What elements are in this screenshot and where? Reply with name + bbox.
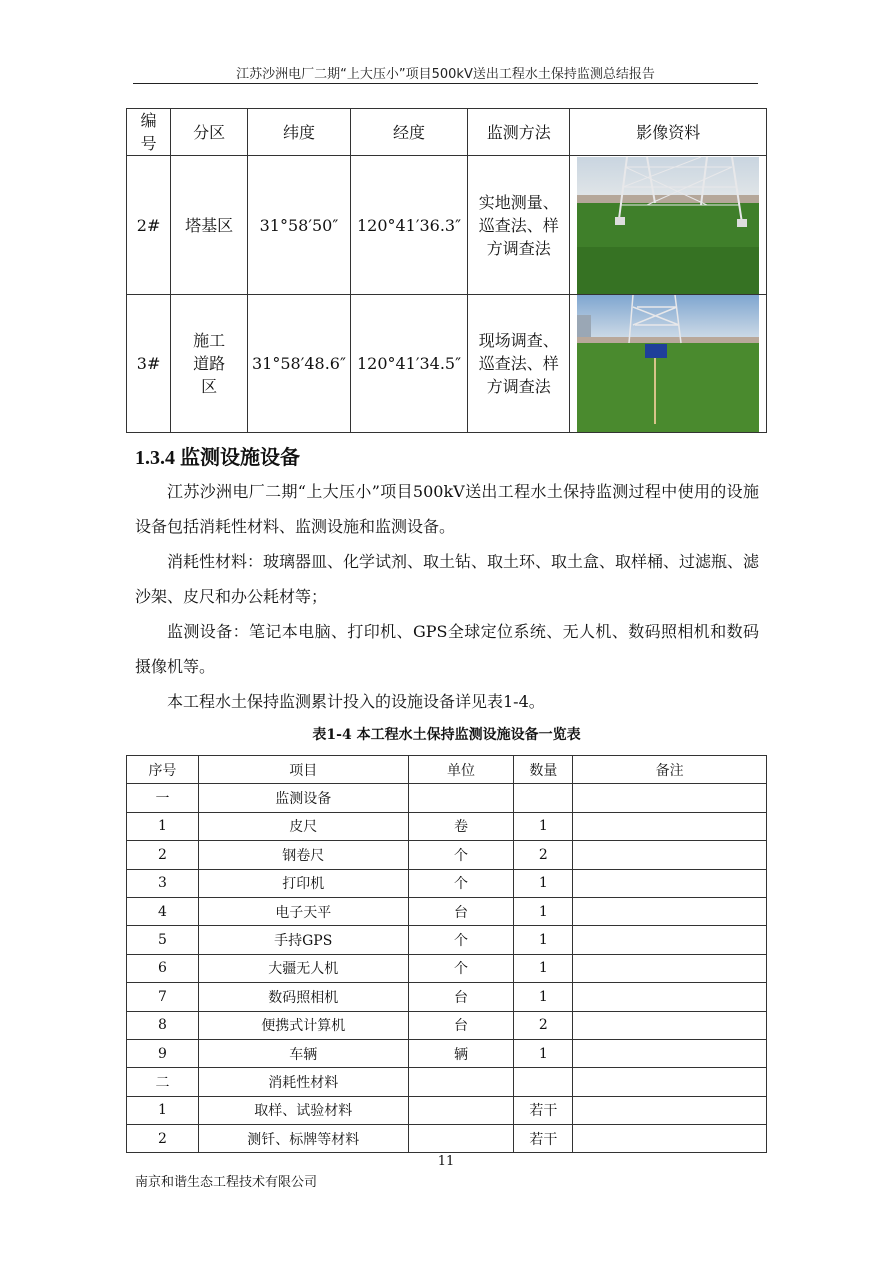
site-zone: 施工道路区 bbox=[171, 295, 248, 433]
remark bbox=[573, 869, 767, 897]
item-name: 数码照相机 bbox=[198, 983, 408, 1011]
site-photo-road-sign bbox=[577, 295, 759, 432]
site-longitude: 120°41′36.3″ bbox=[350, 156, 467, 295]
unit: 台 bbox=[408, 1011, 514, 1039]
quantity: 1 bbox=[514, 954, 573, 982]
item-name: 消耗性材料 bbox=[198, 1068, 408, 1096]
row-number: 3 bbox=[127, 869, 199, 897]
col-header: 监测方法 bbox=[468, 109, 570, 156]
row-number: 1 bbox=[127, 1096, 199, 1124]
table-row bbox=[127, 869, 767, 897]
remark bbox=[573, 784, 767, 812]
row-number: 1 bbox=[127, 812, 199, 840]
site-id: 3# bbox=[127, 295, 171, 433]
paragraph: 监测设备：笔记本电脑、打印机、GPS全球定位系统、无人机、数码照相机和数码摄像机等。 bbox=[135, 622, 759, 676]
col-header: 分区 bbox=[171, 109, 248, 156]
col-header: 纬度 bbox=[248, 109, 351, 156]
paragraph: 消耗性材料：玻璃器皿、化学试剂、取土钻、取土环、取土盒、取样桶、过滤瓶、滤沙架、皮尺和办公耗材等； bbox=[135, 552, 760, 606]
item-name: 监测设备 bbox=[198, 784, 408, 812]
remark bbox=[573, 1039, 767, 1067]
table-row bbox=[127, 983, 767, 1011]
unit bbox=[408, 1096, 514, 1124]
row-number: 4 bbox=[127, 897, 199, 925]
table-row bbox=[127, 812, 767, 840]
footer-company: 南京和谐生态工程技术有限公司 bbox=[135, 1175, 318, 1190]
quantity: 2 bbox=[514, 1011, 573, 1039]
site-photo-cell bbox=[570, 156, 767, 295]
remark bbox=[573, 1068, 767, 1096]
item-name: 便携式计算机 bbox=[198, 1011, 408, 1039]
quantity: 1 bbox=[514, 812, 573, 840]
table-row bbox=[127, 926, 767, 954]
site-photo-cell bbox=[570, 295, 767, 433]
section-heading: 1.3.4 监测设施设备 bbox=[135, 447, 300, 469]
unit: 台 bbox=[408, 983, 514, 1011]
col-header: 单位 bbox=[408, 756, 514, 784]
remark bbox=[573, 954, 767, 982]
unit: 个 bbox=[408, 926, 514, 954]
item-name: 大疆无人机 bbox=[198, 954, 408, 982]
item-name: 测钎、标牌等材料 bbox=[198, 1125, 408, 1153]
table-row bbox=[127, 1011, 767, 1039]
row-number: 5 bbox=[127, 926, 199, 954]
table-row bbox=[127, 156, 767, 295]
site-photo-tower-base bbox=[577, 157, 759, 294]
remark bbox=[573, 1011, 767, 1039]
table-row bbox=[127, 897, 767, 925]
table-row bbox=[127, 1039, 767, 1067]
col-header: 序号 bbox=[127, 756, 199, 784]
quantity: 若干 bbox=[514, 1096, 573, 1124]
unit: 个 bbox=[408, 869, 514, 897]
remark bbox=[573, 812, 767, 840]
col-header: 项目 bbox=[198, 756, 408, 784]
item-name: 手持GPS bbox=[198, 926, 408, 954]
unit bbox=[408, 1125, 514, 1153]
unit: 个 bbox=[408, 954, 514, 982]
item-name: 电子天平 bbox=[198, 897, 408, 925]
unit bbox=[408, 784, 514, 812]
remark bbox=[573, 841, 767, 869]
row-number: 8 bbox=[127, 1011, 199, 1039]
paragraph: 江苏沙洲电厂二期“上大压小”项目500kV送出工程水土保持监测过程中使用的设施设备包括消耗性材料、监测设施和监测设备。 bbox=[135, 482, 759, 536]
remark bbox=[573, 926, 767, 954]
unit: 辆 bbox=[408, 1039, 514, 1067]
remark bbox=[573, 1096, 767, 1124]
running-header: 江苏沙洲电厂二期“上大压小”项目500kV送出工程水土保持监测总结报告 bbox=[236, 67, 655, 82]
table-caption: 表1-4 本工程水土保持监测设施设备一览表 bbox=[312, 727, 581, 743]
unit: 个 bbox=[408, 841, 514, 869]
quantity bbox=[514, 1068, 573, 1096]
unit: 卷 bbox=[408, 812, 514, 840]
col-header: 影像资料 bbox=[570, 109, 767, 156]
table-row bbox=[127, 841, 767, 869]
site-latitude: 31°58′48.6″ bbox=[248, 295, 351, 433]
site-longitude: 120°41′34.5″ bbox=[350, 295, 467, 433]
row-number: 6 bbox=[127, 954, 199, 982]
quantity: 1 bbox=[514, 1039, 573, 1067]
table-row bbox=[127, 1096, 767, 1124]
row-number: 9 bbox=[127, 1039, 199, 1067]
site-latitude: 31°58′50″ bbox=[248, 156, 351, 295]
site-method: 实地测量、巡查法、样方调查法 bbox=[468, 156, 570, 295]
item-name: 取样、试验材料 bbox=[198, 1096, 408, 1124]
unit bbox=[408, 1068, 514, 1096]
row-number: 7 bbox=[127, 983, 199, 1011]
table-row bbox=[127, 1125, 767, 1153]
page-number: 11 bbox=[437, 1154, 455, 1169]
remark bbox=[573, 983, 767, 1011]
paragraph: 本工程水土保持监测累计投入的设施设备详见表1-4。 bbox=[167, 692, 545, 711]
site-method: 现场调查、巡查法、样方调查法 bbox=[468, 295, 570, 433]
table-header-row bbox=[127, 109, 767, 156]
quantity: 1 bbox=[514, 983, 573, 1011]
table-row bbox=[127, 954, 767, 982]
item-name: 钢卷尺 bbox=[198, 841, 408, 869]
row-number: 一 bbox=[127, 784, 199, 812]
quantity: 2 bbox=[514, 841, 573, 869]
col-header: 备注 bbox=[573, 756, 767, 784]
item-name: 打印机 bbox=[198, 869, 408, 897]
remark bbox=[573, 1125, 767, 1153]
site-zone: 塔基区 bbox=[171, 156, 248, 295]
quantity: 1 bbox=[514, 897, 573, 925]
quantity: 1 bbox=[514, 926, 573, 954]
col-header: 编号 bbox=[127, 109, 171, 156]
quantity: 1 bbox=[514, 869, 573, 897]
row-number: 2 bbox=[127, 841, 199, 869]
remark bbox=[573, 897, 767, 925]
site-id: 2# bbox=[127, 156, 171, 295]
col-header: 数量 bbox=[514, 756, 573, 784]
row-number: 二 bbox=[127, 1068, 199, 1096]
quantity bbox=[514, 784, 573, 812]
table-row bbox=[127, 1068, 767, 1096]
row-number: 2 bbox=[127, 1125, 199, 1153]
item-name: 皮尺 bbox=[198, 812, 408, 840]
item-name: 车辆 bbox=[198, 1039, 408, 1067]
monitoring-site-table bbox=[126, 108, 767, 433]
table-row bbox=[127, 295, 767, 433]
quantity: 若干 bbox=[514, 1125, 573, 1153]
unit: 台 bbox=[408, 897, 514, 925]
header-rule bbox=[133, 83, 758, 84]
col-header: 经度 bbox=[350, 109, 467, 156]
table-row bbox=[127, 784, 767, 812]
table-header-row bbox=[127, 756, 767, 784]
equipment-table bbox=[126, 755, 767, 1153]
